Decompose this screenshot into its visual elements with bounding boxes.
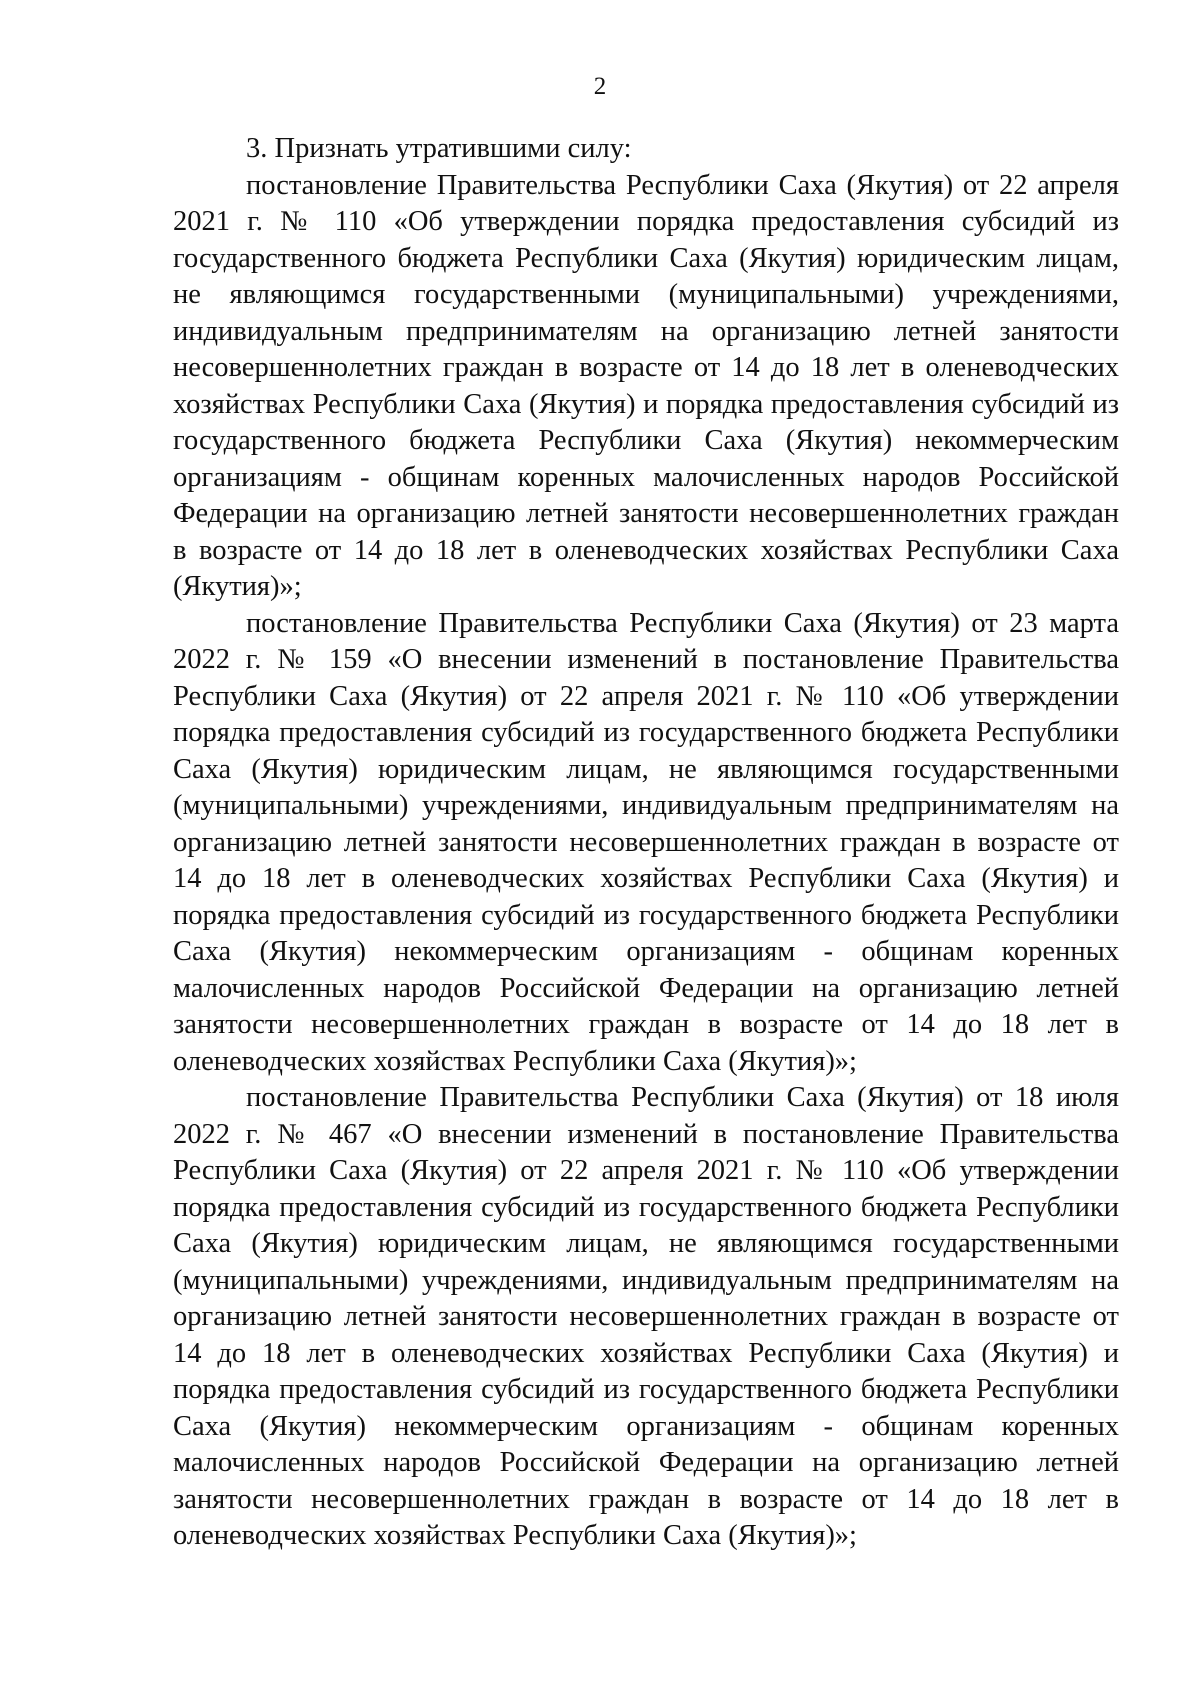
page-number: 2 (593, 73, 607, 100)
repealed-act-paragraph: постановление Правительства Республики Саха (Якутия) от 22 апреля 2021 г. № 110 «Об утверждении порядка предоставления субсидий из государственного бюджета Республики Саха (Якутия) юридическим лицам, не являющимся государственными (муниципальными) учреждениями, индивидуальным предпринимателям на организацию летней занятости несовершеннолетних граждан в возрасте от 14 до 18 лет в оленеводческих хозяйствах Республики Саха (Якутия) и порядка предоставления субсидий из государственного бюджета Республики Саха (Якутия) некоммерческим организациям - общинам коренных малочисленных народов Российской Федерации на организацию летней занятости несовершеннолетних граждан в возрасте от 14 до 18 лет в оленеводческих хозяйствах Республики Саха (Якутия)»; (173, 169, 1119, 602)
repealed-act-paragraph: постановление Правительства Республики Саха (Якутия) от 23 марта 2022 г. № 159 «О внесении изменений в постановление Правительства Республики Саха (Якутия) от 22 апреля 2021 г. № 110 «Об утверждении порядка предоставления субсидий из государственного бюджета Республики Саха (Якутия) юридическим лицам, не являющимся государственными (муниципальными) учреждениями, индивидуальным предпринимателям на организацию летней занятости несовершеннолетних граждан в возрасте от 14 до 18 лет в оленеводческих хозяйствах Республики Саха (Якутия) и порядка предоставления субсидий из государственного бюджета Республики Саха (Якутия) некоммерческим организациям - общинам коренных малочисленных народов Российской Федерации на организацию летней занятости несовершеннолетних граждан в возрасте от 14 до 18 лет в оленеводческих хозяйствах Республики Саха (Якутия)»; (173, 607, 1119, 1077)
document-body (173, 131, 1119, 1555)
clause-heading: 3. Признать утратившими силу: (246, 133, 632, 164)
repealed-act-paragraph: постановление Правительства Республики Саха (Якутия) от 18 июля 2022 г. № 467 «О внесении изменений в постановление Правительства Республики Саха (Якутия) от 22 апреля 2021 г. № 110 «Об утверждении порядка предоставления субсидий из государственного бюджета Республики Саха (Якутия) юридическим лицам, не являющимся государственными (муниципальными) учреждениями, индивидуальным предпринимателям на организацию летней занятости несовершеннолетних граждан в возрасте от 14 до 18 лет в оленеводческих хозяйствах Республики Саха (Якутия) и порядка предоставления субсидий из государственного бюджета Республики Саха (Якутия) некоммерческим организациям - общинам коренных малочисленных народов Российской Федерации на организацию летней занятости несовершеннолетних граждан в возрасте от 14 до 18 лет в оленеводческих хозяйствах Республики Саха (Якутия)»; (173, 1082, 1119, 1551)
